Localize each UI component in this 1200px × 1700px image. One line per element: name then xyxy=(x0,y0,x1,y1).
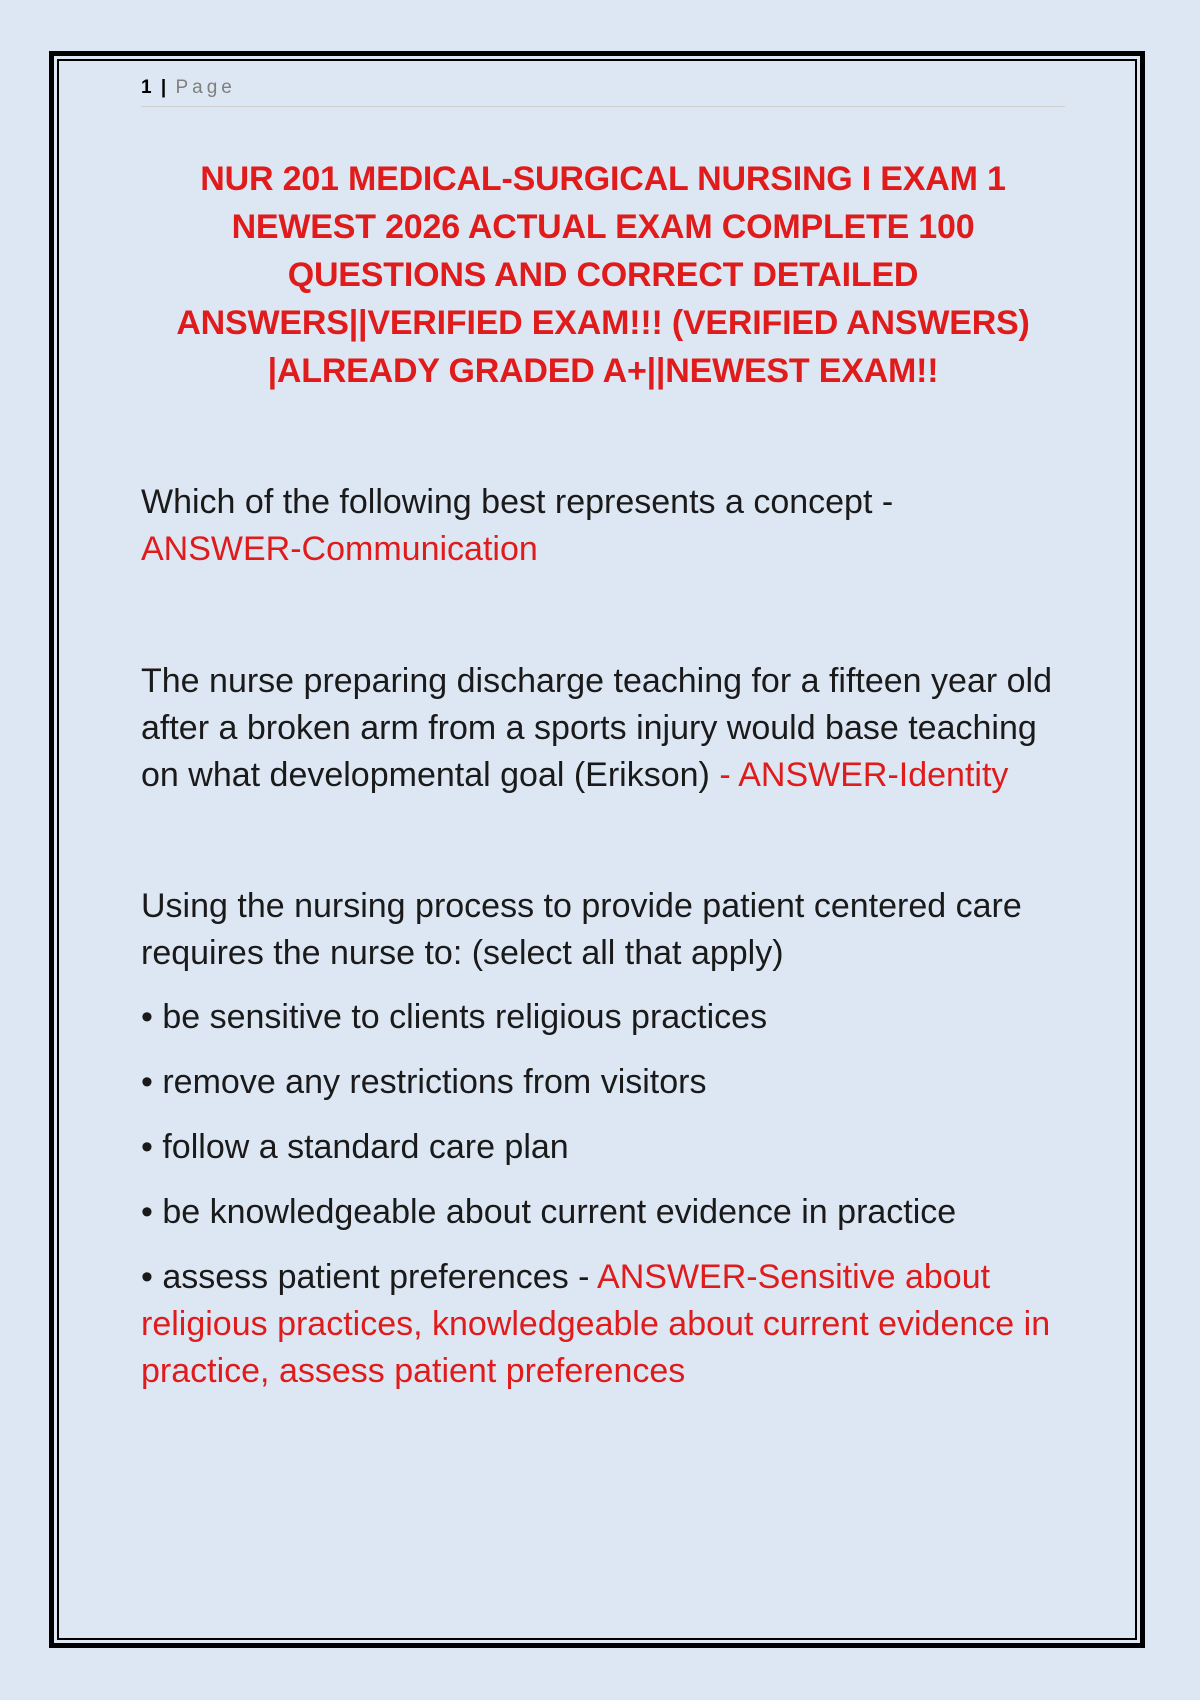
question-text: Which of the following best represents a concept - xyxy=(141,483,894,521)
answer-text: - ANSWER-Identity xyxy=(719,756,1009,794)
title-line: ANSWERS||VERIFIED EXAM!!! (VERIFIED ANSWERS) xyxy=(176,304,1030,342)
page-word: Page xyxy=(175,77,236,98)
page-header xyxy=(141,76,1065,107)
question-text: Using the nursing process to provide patient centered care requires the nurse to: (select all that apply) xyxy=(141,887,1022,972)
page-number: 1 xyxy=(141,77,152,98)
option-item-last xyxy=(141,1254,1065,1395)
title-line: NUR 201 MEDICAL-SURGICAL NURSING I EXAM 1 xyxy=(200,160,1006,198)
answer-text: ANSWER-Communication xyxy=(141,530,538,568)
option-item: • be knowledgeable about current evidence in practice xyxy=(141,1193,957,1231)
option-item: • remove any restrictions from visitors xyxy=(141,1063,707,1101)
title-line: |ALREADY GRADED A+||NEWEST EXAM!! xyxy=(267,352,939,390)
title-line: QUESTIONS AND CORRECT DETAILED xyxy=(287,256,919,294)
option-item: • be sensitive to clients religious practices xyxy=(141,998,768,1036)
question-2 xyxy=(141,658,1065,799)
answer-options xyxy=(141,994,1065,1395)
option-item: • follow a standard care plan xyxy=(141,1128,569,1166)
page-separator: | xyxy=(160,77,167,98)
title-line: NEWEST 2026 ACTUAL EXAM COMPLETE 100 xyxy=(231,208,975,246)
question-1 xyxy=(141,479,1065,573)
answer-text: ANSWER-Sensitive about religious practices, knowledgeable about current evidence in practice, assess patient preferences xyxy=(141,1258,1051,1390)
question-3 xyxy=(141,883,1065,977)
question-text: The nurse preparing discharge teaching for a fifteen year old after a broken arm from a sports injury would base teaching on what developmental goal (Erikson) xyxy=(141,662,1052,794)
option-text: • assess patient preferences - xyxy=(141,1258,598,1296)
document-title xyxy=(141,155,1065,395)
page-content xyxy=(141,76,1065,1413)
